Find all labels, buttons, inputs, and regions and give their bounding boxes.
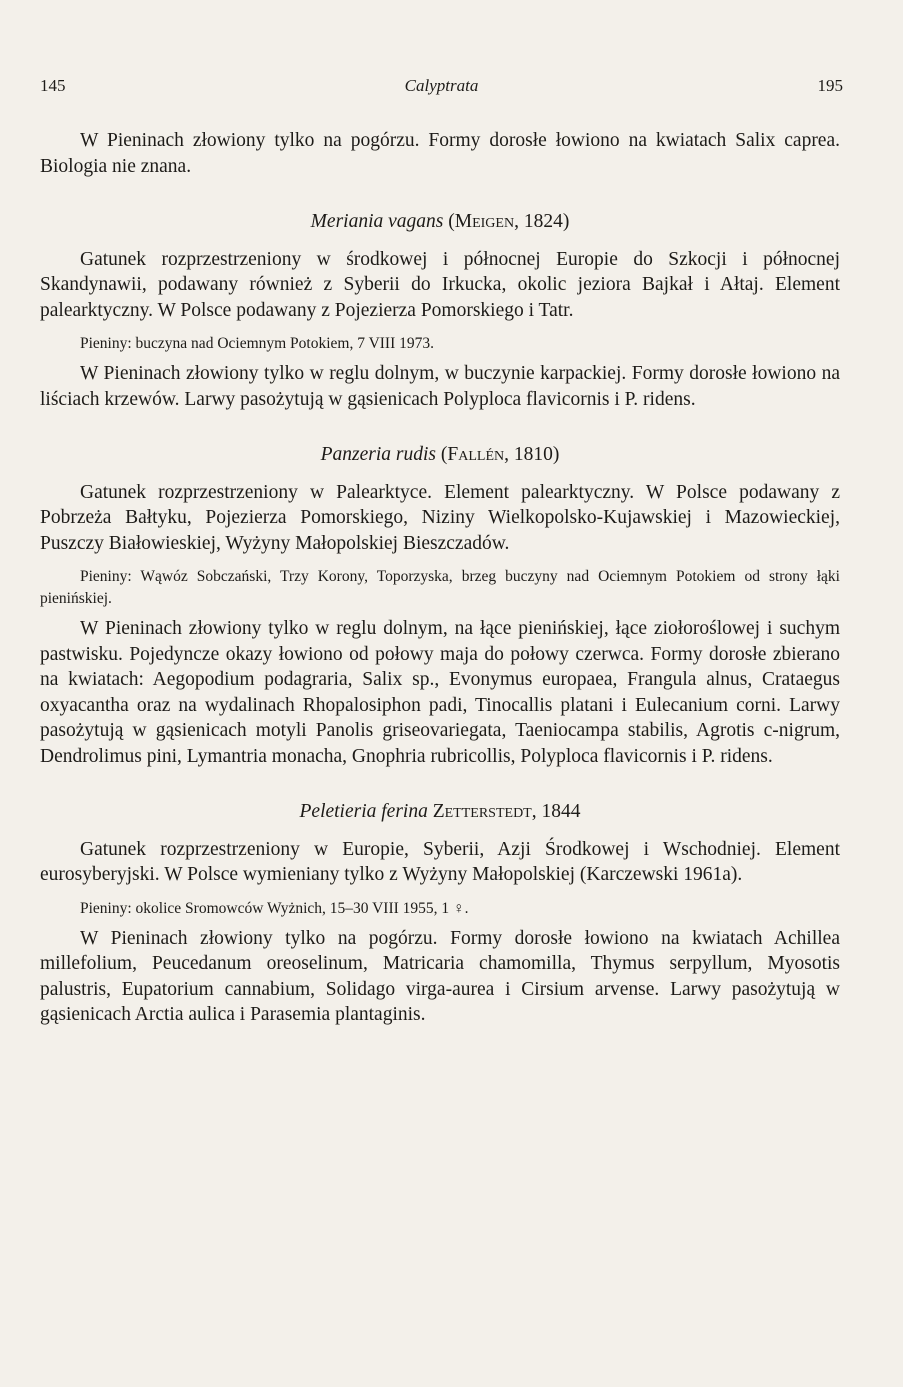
biology-paragraph: W Pieninach złowiony tylko na pogórzu. Formy dorosłe łowiono na kwiatach Achillea millefolium, Peucedanum oreoselinum, Matricaria chamomilla, Thymus serpyllum, Myosotis palustris, Eupatorium cannabium, Solidago virga-aurea i Cirsium arvense. Larwy pasożytują w gąsienicach Arctia aulica i Parasemia plantaginis. (40, 927, 840, 1025)
species-heading (40, 209, 840, 235)
species-heading (40, 799, 840, 825)
distribution-paragraph: Gatunek rozprzestrzeniony w środkowej i północnej Europie do Szkocji i północnej Skandynawii, podawany również z Syberii do Irkucka, okolic jeziora Bajkał i Ałtaj. Element palearktyczny. W Polsce podawany z Pojezierza Pomorskiego i Tatr. (40, 248, 840, 321)
species-name: Meriania vagans (310, 211, 444, 232)
biology-paragraph: W Pieninach złowiony tylko w reglu dolnym, na łące pienińskiej, łące ziołoroślowej i suchym pastwisku. Pojedyncze okazy łowiono od połowy maja do połowy czerwca. Formy dorosłe zbierano na kwiatach: Aegopodium podagraria, Salix sp., Evonymus europaea, Frangula alnus, Crataegus oxyacantha oraz na wydalinach Rhopalosiphon padi, Tinocallis platani i Eulecanium corni. Larwy pasożytują w gąsienicach motyli Panolis griseovariegata, Taeniocampa stabilis, Agrotis c-nigrum, Dendrolimus pini, Lymantria monacha, Gnophria rubricollis, Polyploca flavicornis i P. ridens. (40, 618, 840, 767)
localities-paragraph: Pieniny: buczyna nad Ociemnym Potokiem, 7 VIII 1973. (80, 335, 435, 352)
species-author: Zetterstedt, 1844 (432, 801, 581, 822)
intro-paragraph: W Pieninach złowiony tylko na pogórzu. Formy dorosłe łowiono na kwiatach Salix caprea. Biologia nie znana. (40, 130, 840, 177)
running-header (40, 76, 843, 98)
distribution-paragraph: Gatunek rozprzestrzeniony w Palearktyce. Element palearktyczny. W Polsce podawany z Pobrzeża Bałtyku, Pojezierza Pomorskiego, Niziny Wielkopolsko-Kujawskiej i Mazowieckiej, Puszczy Białowieskiej, Wyżyny Małopolskiej Bieszczadów. (40, 481, 840, 554)
biology-paragraph: W Pieninach złowiony tylko w reglu dolnym, w buczynie karpackiej. Formy dorosłe łowiono na liściach krzewów. Larwy pasożytują w gąsienicach Polyploca flavicornis i P. ridens. (40, 363, 840, 410)
species-author: (Meigen, 1824) (448, 211, 570, 232)
running-title: Calyptrata (404, 76, 479, 95)
body-text (40, 128, 840, 1028)
species-name: Peletieria ferina (299, 801, 428, 822)
species-heading (40, 442, 840, 468)
localities-paragraph: Pieniny: Wąwóz Sobczański, Trzy Korony, Toporzyska, brzeg buczyny nad Ociemnym Potokiem od strony łąki pienińskiej. (40, 568, 840, 607)
distribution-paragraph: Gatunek rozprzestrzeniony w Europie, Syberii, Azji Środkowej i Wschodniej. Element eurosyberyjski. W Polsce wymieniany tylko z Wyżyny Małopolskiej (Karczewski 1961a). (40, 838, 840, 885)
localities-paragraph: Pieniny: okolice Sromowców Wyżnich, 15–30 VIII 1955, 1 ♀. (80, 899, 469, 917)
page-number-left: 145 (40, 76, 66, 95)
species-name: Panzeria rudis (320, 444, 437, 465)
page-number-right: 195 (817, 76, 843, 95)
species-author: (Fallén, 1810) (440, 444, 560, 465)
